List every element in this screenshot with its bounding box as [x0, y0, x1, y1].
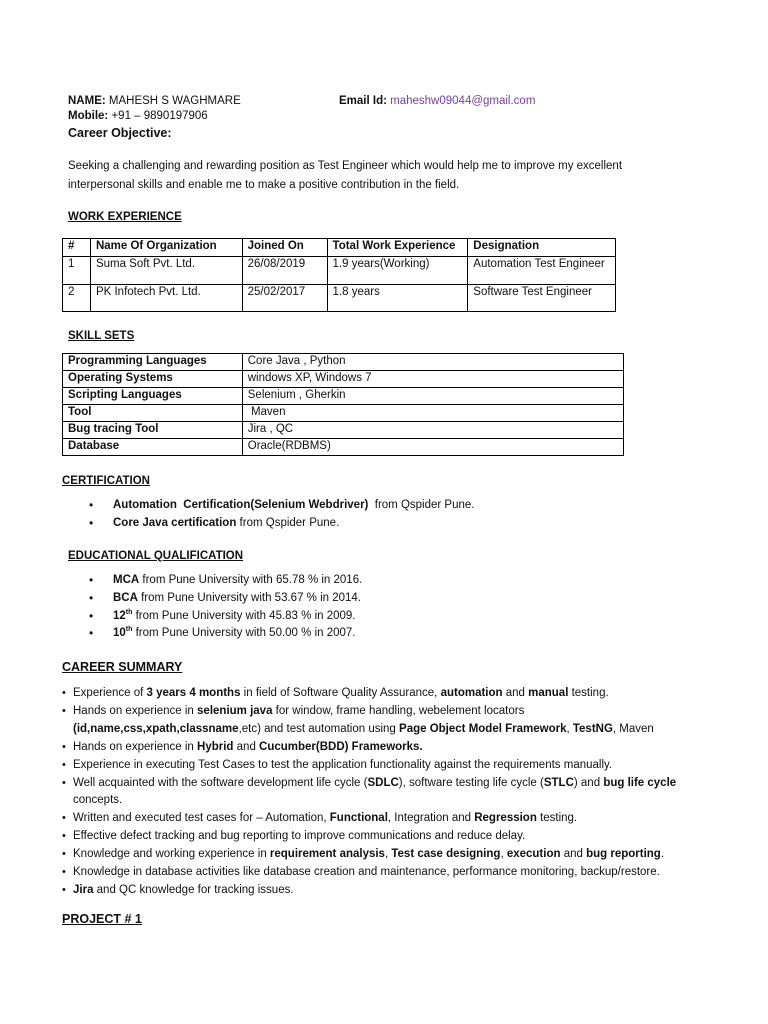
table-cell: 2	[63, 285, 91, 312]
work-col-total-experience: Total Work Experience	[327, 239, 468, 257]
skill-value: Oracle(RDBMS)	[242, 439, 623, 456]
objective-line-1: Seeking a challenging and rewarding position as Test Engineer which would help me to improve my excellent	[68, 160, 623, 172]
mobile-value: +91 – 9890197906	[111, 110, 208, 122]
degree-detail: from Pune University with 53.67 % in 2014.	[137, 591, 362, 604]
emphasis-text: bug life cycle	[603, 776, 677, 789]
summary-text: ) and	[573, 776, 604, 789]
skill-category: Tool	[63, 405, 243, 422]
emphasis-text: TestNG	[572, 722, 613, 735]
emphasis-text: Functional	[329, 812, 388, 825]
work-col-organization: Name Of Organization	[90, 239, 242, 257]
skill-value: Selenium , Gherkin	[242, 388, 623, 405]
name-line	[68, 95, 241, 107]
mobile-label: Mobile:	[68, 110, 109, 122]
emphasis-text: STLC	[543, 776, 574, 789]
summary-text: Knowledge in database activities like database creation and maintenance, performance monitoring, backup/restore.	[73, 866, 660, 879]
emphasis-text: (id,name,css,xpath,classname	[73, 722, 239, 735]
table-row	[63, 422, 624, 439]
degree: 10	[113, 627, 126, 640]
objective-line-2: interpersonal skills and enable me to make a positive contribution in the field.	[68, 179, 460, 191]
list-item	[62, 703, 722, 721]
name-label: NAME:	[68, 95, 106, 107]
summary-text: ,	[384, 848, 392, 861]
degree: BCA	[113, 591, 138, 604]
table-cell: 1.8 years	[327, 285, 468, 312]
summary-text: ,	[500, 848, 507, 861]
emphasis-text: execution	[506, 848, 561, 861]
list-item	[89, 625, 362, 643]
cert-source: from Qspider Pune.	[368, 499, 475, 511]
work-table-header	[63, 239, 616, 257]
summary-text: testing.	[536, 812, 578, 825]
summary-text: Experience of	[73, 687, 147, 699]
list-item	[62, 721, 722, 739]
superscript: th	[125, 608, 133, 616]
summary-text: , Maven	[612, 722, 654, 735]
summary-text: and	[233, 740, 260, 753]
table-row	[63, 354, 624, 371]
list-item	[89, 590, 362, 608]
table-cell: 1.9 years(Working)	[327, 257, 468, 285]
summary-text: and	[502, 687, 529, 699]
summary-text: and	[560, 848, 587, 861]
email-line	[339, 95, 535, 107]
summary-text: Experience in executing Test Cases to test the application functionality against the requirements manually.	[73, 758, 613, 771]
list-item	[62, 757, 722, 775]
summary-text: in field of Software Quality Assurance,	[240, 687, 441, 699]
list-item	[62, 775, 722, 793]
skill-category: Bug tracing Tool	[63, 422, 243, 439]
certification-list	[89, 497, 474, 533]
summary-text: ), software testing life cycle (	[398, 776, 544, 789]
work-experience-table	[62, 238, 616, 312]
skill-sets-table	[62, 353, 624, 456]
summary-text: .	[660, 848, 665, 861]
list-item	[62, 828, 722, 846]
career-summary-list	[62, 685, 722, 900]
summary-text: Hands on experience in	[73, 740, 198, 753]
summary-text: Effective defect tracking and bug reporting to improve communications and reduce delay.	[73, 830, 526, 843]
email-link[interactable]: maheshw09044@gmail.com	[390, 95, 536, 107]
list-item	[89, 515, 474, 533]
summary-text: Written and executed test cases for – Automation,	[73, 812, 330, 825]
summary-text: Knowledge and working experience in	[73, 848, 270, 861]
list-item	[62, 846, 722, 864]
emphasis-text: SDLC	[367, 776, 399, 789]
emphasis-text: selenium java	[197, 704, 273, 717]
emphasis-text: automation	[440, 687, 503, 699]
emphasis-text: 3 years 4 months	[146, 687, 241, 699]
career-objective-title: Career Objective:	[68, 126, 172, 140]
table-row	[63, 285, 616, 312]
certification-heading: CERTIFICATION	[62, 475, 150, 487]
table-cell: Automation Test Engineer	[468, 257, 616, 285]
degree-detail: from Pune University with 65.78 % in 2016.	[139, 574, 363, 586]
degree: MCA	[113, 574, 140, 586]
list-item	[62, 792, 722, 810]
cert-source: from Qspider Pune.	[236, 516, 340, 529]
skill-category: Database	[63, 439, 243, 456]
skill-value: Maven	[242, 405, 623, 422]
list-item	[62, 864, 722, 882]
work-experience-heading: WORK EXPERIENCE	[68, 211, 182, 223]
table-row	[63, 257, 616, 285]
project-heading: PROJECT # 1	[62, 912, 142, 926]
list-item	[62, 739, 722, 757]
degree-detail: from Pune University with 45.83 % in 2009.	[132, 609, 356, 622]
skill-value: Jira , QC	[242, 422, 623, 439]
skill-sets-heading: SKILL SETS	[68, 330, 135, 342]
skill-category: Programming Languages	[63, 354, 243, 371]
mobile-line	[68, 110, 208, 122]
cert-name: Core Java certification	[113, 516, 237, 529]
email-label: Email Id:	[339, 95, 387, 107]
summary-text: concepts.	[73, 794, 123, 807]
skill-category: Operating Systems	[63, 371, 243, 388]
table-row	[63, 388, 624, 405]
table-cell: Suma Soft Pvt. Ltd.	[90, 257, 242, 285]
emphasis-text: requirement analysis	[269, 848, 385, 861]
emphasis-text: Jira	[73, 883, 94, 896]
summary-text: for window, frame handling, webelement locators	[272, 704, 525, 717]
table-cell: 1	[63, 257, 91, 285]
skill-value: windows XP, Windows 7	[242, 371, 623, 388]
work-col-designation: Designation	[468, 239, 616, 257]
table-cell: PK Infotech Pvt. Ltd.	[90, 285, 242, 312]
emphasis-text: Page Object Model Framework	[399, 722, 567, 735]
table-cell: 26/08/2019	[242, 257, 327, 285]
table-row	[63, 405, 624, 422]
summary-text: ,	[566, 722, 573, 735]
list-item	[62, 882, 722, 900]
list-item	[89, 608, 362, 626]
list-item	[62, 685, 722, 703]
cert-name: Automation Certification(Selenium Webdriver)	[113, 499, 369, 511]
summary-text: ,etc) and test automation using	[238, 722, 400, 735]
emphasis-text: Test case designing	[391, 848, 501, 861]
emphasis-text: Hybrid	[197, 740, 234, 753]
summary-text: Well acquainted with the software development life cycle (	[73, 776, 368, 789]
superscript: th	[125, 626, 133, 634]
emphasis-text: Cucumber(BDD) Frameworks.	[259, 740, 423, 753]
summary-text: , Integration and	[387, 812, 475, 825]
table-cell: 25/02/2017	[242, 285, 327, 312]
table-row	[63, 439, 624, 456]
list-item	[62, 810, 722, 828]
summary-text: and QC knowledge for tracking issues.	[93, 883, 294, 896]
work-col-joined: Joined On	[242, 239, 327, 257]
career-summary-heading: CAREER SUMMARY	[62, 660, 183, 674]
emphasis-text: manual	[528, 687, 569, 699]
summary-text: Hands on experience in	[73, 704, 198, 717]
table-row	[63, 371, 624, 388]
name-value: MAHESH S WAGHMARE	[108, 95, 241, 107]
education-list	[89, 572, 362, 643]
degree: 12	[113, 609, 126, 622]
summary-text: testing.	[568, 687, 609, 699]
emphasis-text: bug reporting	[586, 848, 661, 861]
table-cell: Software Test Engineer	[468, 285, 616, 312]
list-item	[89, 497, 474, 515]
emphasis-text: Regression	[474, 812, 537, 825]
skill-category: Scripting Languages	[63, 388, 243, 405]
work-col-index: #	[63, 239, 91, 257]
education-heading: EDUCATIONAL QUALIFICATION	[68, 550, 244, 562]
degree-detail: from Pune University with 50.00 % in 2007.	[132, 627, 356, 640]
list-item	[89, 572, 362, 590]
skill-value: Core Java , Python	[242, 354, 623, 371]
